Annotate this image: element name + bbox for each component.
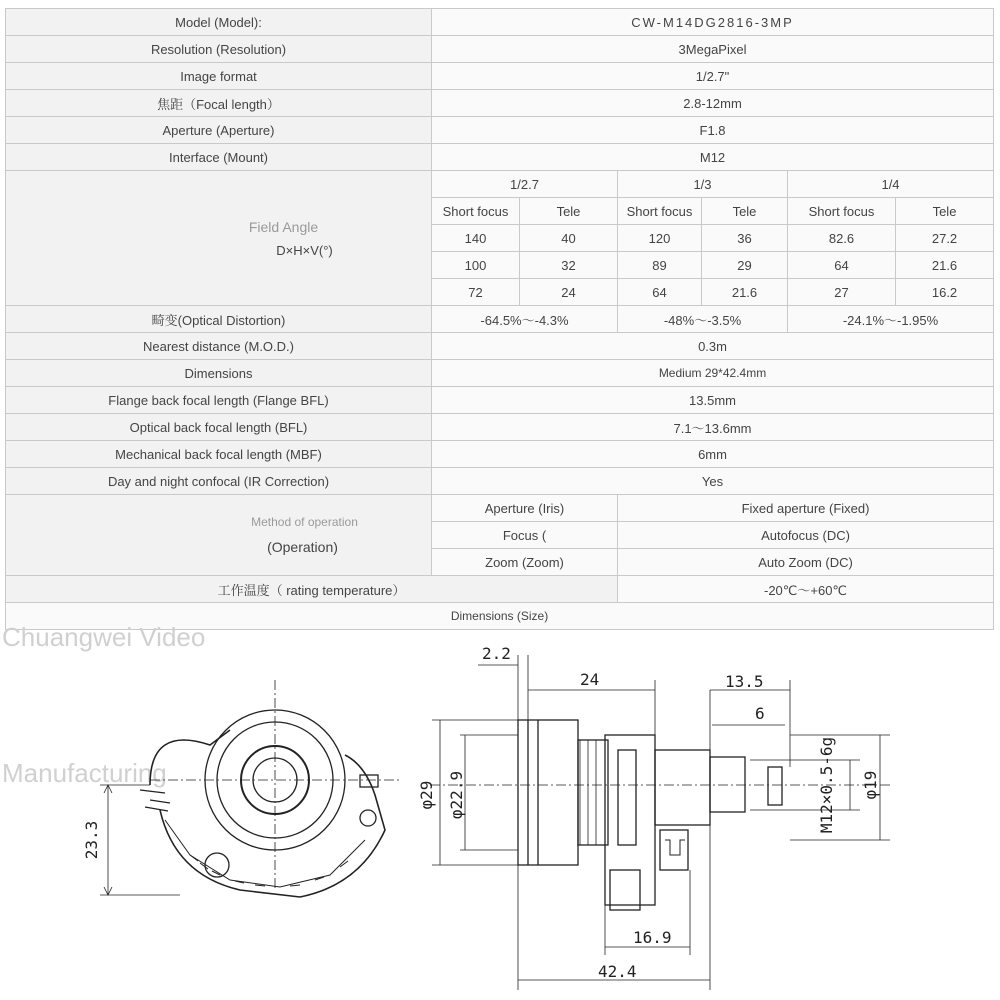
operation-cell: [6, 495, 432, 576]
aperture-label: Aperture (Aperture): [6, 117, 432, 144]
dim-label-23-3: 23.3: [82, 820, 101, 860]
field-value: 24: [520, 279, 618, 306]
mod-value: 0.3m: [432, 333, 994, 360]
operation-sub: (Operation): [267, 539, 338, 555]
zoom-label: Zoom (Zoom): [432, 549, 618, 576]
spec-table: [5, 8, 994, 630]
dim-label-phi22-9: φ22.9: [447, 770, 466, 820]
focal-label: 焦距（Focal length）: [6, 90, 432, 117]
row-focal: [6, 90, 994, 117]
dim-label-m12: M12×0.5-6g: [817, 736, 836, 834]
short-focus-1: Short focus: [432, 198, 520, 225]
obfl-value: 7.1～13.6mm: [432, 414, 994, 441]
mod-label: Nearest distance (M.O.D.): [6, 333, 432, 360]
model-value: CW-M14DG2816-3MP: [432, 9, 994, 36]
dim-label-2-2: 2.2: [482, 644, 511, 663]
distortion-label: 畸变(Optical Distortion): [6, 306, 432, 333]
flange-value: 13.5mm: [432, 387, 994, 414]
row-resolution: [6, 36, 994, 63]
field-value: 36: [702, 225, 788, 252]
dim-label-24: 24: [580, 670, 600, 689]
field-value: 21.6: [702, 279, 788, 306]
short-focus-2: Short focus: [618, 198, 702, 225]
row-mbf: [6, 441, 994, 468]
overlay-text-1: Chuangwei Video: [2, 622, 206, 652]
field-angle-label: Field Angle: [248, 218, 319, 235]
format-2: 1/3: [618, 171, 788, 198]
flange-label: Flange back focal length (Flange BFL): [6, 387, 432, 414]
aperture-value: F1.8: [432, 117, 994, 144]
distortion-value-3: -24.1%～-1.95%: [788, 306, 994, 333]
field-value: 140: [432, 225, 520, 252]
field-value: 27.2: [896, 225, 994, 252]
image-format-label: Image format: [6, 63, 432, 90]
dim-label-42-4: 42.4: [598, 962, 637, 981]
field-value: 82.6: [788, 225, 896, 252]
operation-label: Method of operation: [251, 515, 358, 529]
row-temperature: [6, 576, 994, 603]
distortion-value-1: -64.5%～-4.3%: [432, 306, 618, 333]
tele-3: Tele: [896, 198, 994, 225]
format-1: 1/2.7: [432, 171, 618, 198]
resolution-label: Resolution (Resolution): [6, 36, 432, 63]
dim-label-6: 6: [755, 704, 765, 723]
field-value: 21.6: [896, 252, 994, 279]
field-value: 72: [432, 279, 520, 306]
row-model: [6, 9, 994, 36]
focal-value: 2.8-12mm: [432, 90, 994, 117]
field-value: 29: [702, 252, 788, 279]
row-distortion: [6, 306, 994, 333]
dimension-drawing: [0, 635, 1000, 1000]
dim-label-16-9: 16.9: [633, 928, 672, 947]
field-value: 64: [618, 279, 702, 306]
field-value: 89: [618, 252, 702, 279]
field-value: 32: [520, 252, 618, 279]
zoom-value: Auto Zoom (DC): [618, 549, 994, 576]
ir-label: Day and night confocal (IR Correction): [6, 468, 432, 495]
row-ir: [6, 468, 994, 495]
field-value: 16.2: [896, 279, 994, 306]
field-value: 64: [788, 252, 896, 279]
obfl-label: Optical back focal length (BFL): [6, 414, 432, 441]
iris-label: Aperture (Iris): [432, 495, 618, 522]
field-angle-sub: D×H×V(°): [276, 242, 333, 258]
field-value: 100: [432, 252, 520, 279]
resolution-value: 3MegaPixel: [432, 36, 994, 63]
field-angle-cell: [6, 171, 432, 306]
tele-1: Tele: [520, 198, 618, 225]
iris-value: Fixed aperture (Fixed): [618, 495, 994, 522]
focus-label: Focus (: [432, 522, 618, 549]
focus-value: Autofocus (DC): [618, 522, 994, 549]
mbf-label: Mechanical back focal length (MBF): [6, 441, 432, 468]
interface-value: M12: [432, 144, 994, 171]
distortion-value-2: -48%～-3.5%: [618, 306, 788, 333]
mbf-value: 6mm: [432, 441, 994, 468]
row-image-format: [6, 63, 994, 90]
temp-value: -20℃～+60℃: [618, 576, 994, 603]
row-field-formats: [6, 171, 994, 198]
short-focus-3: Short focus: [788, 198, 896, 225]
model-label: Model (Model):: [6, 9, 432, 36]
field-value: 40: [520, 225, 618, 252]
interface-label: Interface (Mount): [6, 144, 432, 171]
format-3: 1/4: [788, 171, 994, 198]
row-flange: [6, 387, 994, 414]
dim-label-13-5: 13.5: [725, 672, 764, 691]
dimensions-label: Dimensions: [6, 360, 432, 387]
field-value: 120: [618, 225, 702, 252]
dim-label-phi29: φ29: [417, 780, 436, 810]
row-interface: [6, 144, 994, 171]
overlay-text-2: Manufacturing: [2, 758, 167, 788]
size-label: Dimensions (Size): [6, 603, 994, 630]
image-format-value: 1/2.7": [432, 63, 994, 90]
dim-label-phi19: φ19: [861, 770, 880, 800]
dimensions-value: Medium 29*42.4mm: [432, 360, 994, 387]
field-value: 27: [788, 279, 896, 306]
dim-23-3: [100, 785, 180, 895]
lens-front-view: [140, 680, 400, 897]
row-aperture: [6, 117, 994, 144]
ir-value: Yes: [432, 468, 994, 495]
row-dimensions: [6, 360, 994, 387]
row-obfl: [6, 414, 994, 441]
temp-label: 工作温度（ rating temperature）: [6, 576, 618, 603]
tele-2: Tele: [702, 198, 788, 225]
row-mod: [6, 333, 994, 360]
row-operation-iris: [6, 495, 994, 522]
